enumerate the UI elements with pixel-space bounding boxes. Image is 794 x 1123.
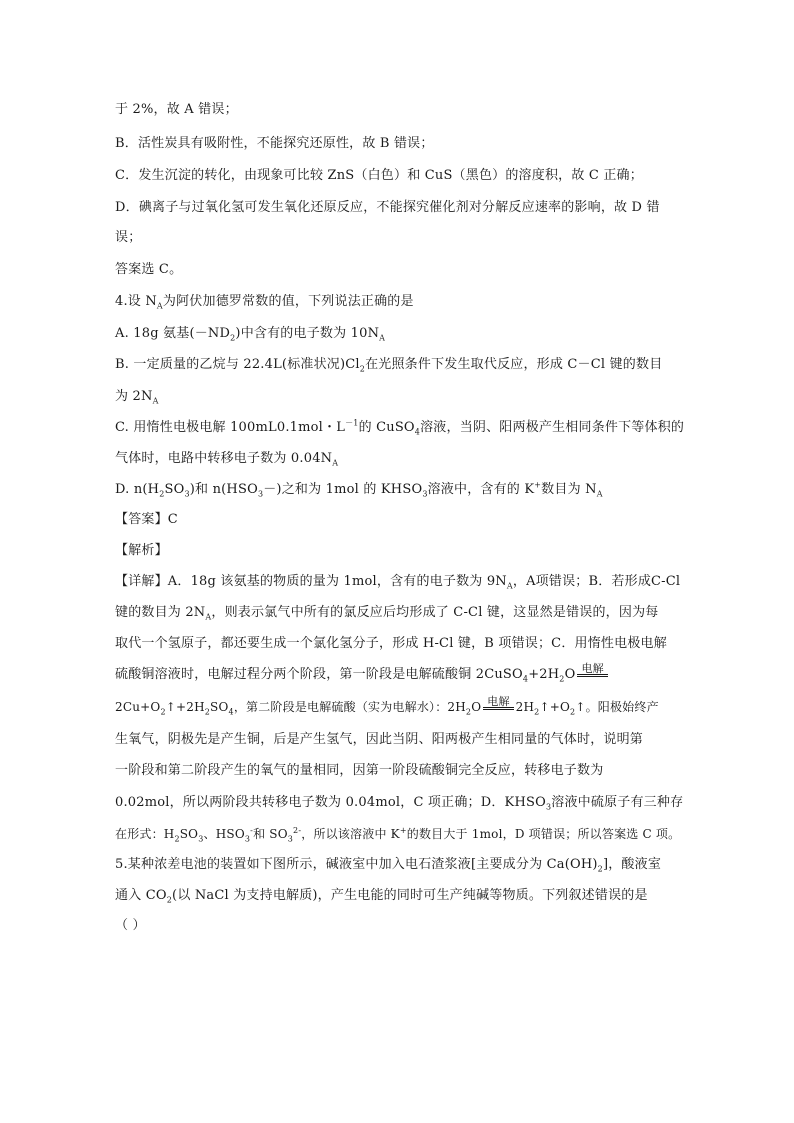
- text-line: 误；: [115, 230, 142, 245]
- question-5-stem-cont: 通入 $CO_2$(以 NaCl 为支持电解质)，产生电能的同时可生产纯碱等物质。下列叙述错误的是: [115, 888, 648, 905]
- detail-line: 【详解】A．18g 该氨基的物质的量为 1mol，含有的电子数为 $9N_A$，A项错误；B．若形成C-Cl: [115, 574, 681, 591]
- electrolysis-arrow: 电解: [483, 702, 513, 716]
- option-c: C. 用惰性电极电解 100mL0.1mol・$L^{-1}$的 CuSO$_4$溶液，当阴、阳两极产生相同条件下等体积的: [115, 418, 685, 437]
- detail-line: 键的数目为 $2N_A$，则表示氯气中所有的氯反应后均形成了 C-Cl 键，这显然是错误的，因为每: [115, 605, 659, 622]
- detail-line: 一阶段和第二阶段产生的氧气的量相同，因第一阶段硫酸铜完全反应，转移电子数为: [115, 763, 604, 778]
- detail-line: 生氧气，阴极先是产生铜，后是产生氢气，因此当阴、阳两极产生相同量的气体时，说明第: [115, 732, 644, 747]
- option-d: D. $n(H_2SO_3)$和 $n(HSO_3-)$之和为 1mol 的 $KHSO_3$溶液中，含有的 K+数目为 $N_A$: [115, 480, 603, 499]
- text-line: 于 2%，故 A 错误；: [115, 102, 238, 117]
- text-line: C．发生沉淀的转化，由现象可比较 ZnS（白色）和 CuS（黑色）的溶度积，故 C 正确；: [115, 168, 643, 183]
- analysis-label: 【解析】: [115, 543, 168, 558]
- detail-line: 在形式：$H_2SO_3$、$HSO_3^-$和 $SO_3^{2-}$，所以该溶液中 K+的数目大于 1mol，D 项错误；所以答案选 C 项。: [115, 826, 681, 844]
- detail-line: 取代一个氢原子，都还要生成一个氯化氢分子，形成 H-Cl 键，B 项错误；C．用惰性电极电解: [115, 636, 667, 651]
- electrolysis-arrow: 电解: [577, 669, 607, 683]
- detail-line: 0.02mol，所以两阶段共转移电子数为 0.04mol，C 项正确；D．$KHSO_3$溶液中硫原子有三种存: [115, 795, 684, 812]
- question-4-stem: 4.设 $N_A$为阿伏加德罗常数的值，下列说法正确的是: [115, 294, 414, 311]
- text-line: 答案选 C。: [115, 262, 183, 277]
- answer-blank: （ ）: [115, 918, 146, 933]
- option-b: B. 一定质量的乙烷与 22.4L(标准状况)$Cl_2$在光照条件下发生取代反应，形成 C－Cl 键的数目: [115, 357, 663, 374]
- text-line: B．活性炭具有吸附性，不能探究还原性，故 B 错误；: [115, 136, 434, 151]
- detail-line: 硫酸铜溶液时，电解过程分两个阶段，第一阶段是电解硫酸铜 $2CuSO_4+2H_2O$ 电解: [115, 667, 610, 683]
- text-line: D．碘离子与过氧化氢可发生氧化还原反应，不能探究催化剂对分解反应速率的影响，故 D 错: [115, 200, 660, 215]
- answer-label: 【答案】C: [115, 512, 178, 527]
- question-5-stem: 5.某种浓差电池的装置如下图所示，碱液室中加入电石渣浆液[主要成分为 $Ca(OH)_2$]，酸液室: [115, 857, 662, 874]
- detail-line: $2Cu+O_2↑+2H_2SO_4$，第二阶段是电解硫酸（实为电解水）：$2H_2O$ 电解 $2H_2↑+O_2↑$。阳极始终产: [115, 695, 659, 717]
- option-b-cont: 为 $2N_A$: [115, 389, 159, 406]
- option-c-cont: 气体时，电路中转移电子数为 $0.04N_A$: [115, 451, 339, 468]
- option-a: A. 18g 氨基$(-ND_2)$中含有的电子数为 $10N_A$: [115, 326, 386, 343]
